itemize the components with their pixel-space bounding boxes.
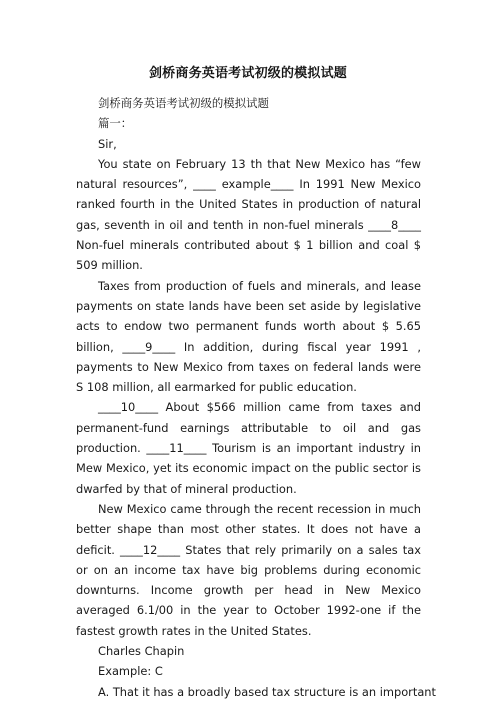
example-answer: Example: C [98,664,163,679]
paragraph: New Mexico came through the recent recession in much better shape than most other states. It does not have a deficit. ____12____ States that rely primarily on a sales tax or on an income tax have big problems during economic downturns. Income growth per head in New Mexico averaged 6.1/00 in the year to October 1992-one if the fastest growth rates in the United States. [76,501,421,638]
paragraph: You state on February 13 th that New Mexico has “few natural resources”, ____ example____ In 1991 New Mexico ranked fourth in the United States in production of natural gas, seventh in oil and tenth in non-fuel minerals ____8____ Non-fuel minerals contributed about $ 1 billion and coal $ 509 million. [76,156,421,273]
option-a: A. That it has a broadly based tax structure is an important [98,684,436,699]
paragraph: ____10____ About $566 million came from taxes and permanent-fund earnings attributable to oil and gas production. ____11____ Tourism is an important industry in Mew Mexico, yet its economic impact on the public sector is dwarfed by that of mineral production. [76,400,421,496]
signature: Charles Chapin [98,644,185,659]
paragraph: Taxes from production of fuels and minerals, and lease payments on state lands have been set aside by legislative acts to endow two permanent funds worth about $ 5.65 billion, ____9____ In addition, during fiscal year 1991 , payments to New Mexico from taxes on federal lands were S 108 million, all earmarked for public education. [76,278,421,395]
document-body [76,93,436,702]
salutation: Sir, [98,136,117,151]
subtitle-line: 剑桥商务英语考试初级的模拟试题 [98,96,269,110]
section-label: 篇一： [98,116,133,131]
document-title: 剑桥商务英语考试初级的模拟试题 [148,66,347,81]
